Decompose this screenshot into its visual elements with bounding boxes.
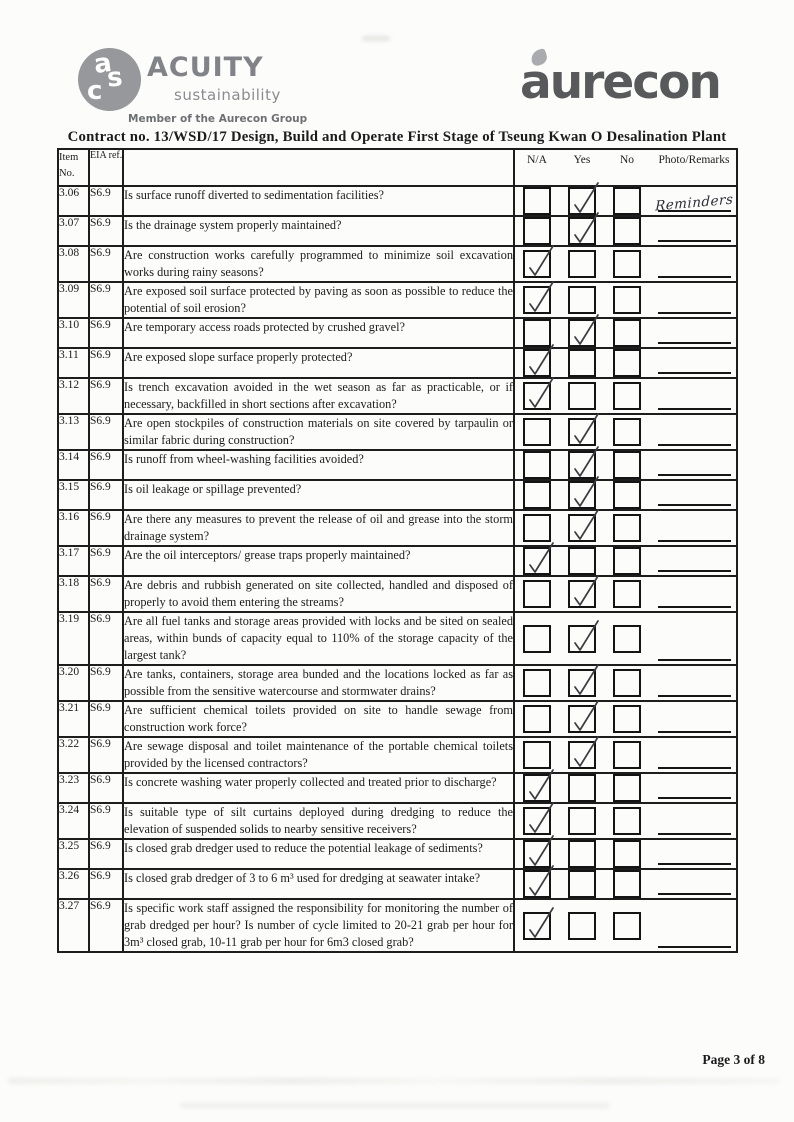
question-text: Is closed grab dredger used to reduce the potential leakage of sediments? bbox=[123, 839, 514, 869]
checkbox-na[interactable] bbox=[523, 187, 551, 215]
checkbox-yes[interactable] bbox=[568, 514, 596, 542]
table-row bbox=[58, 450, 737, 480]
table-row bbox=[58, 612, 737, 665]
question-text: Are sufficient chemical toilets provided on site to handle sewage from construction work force? bbox=[123, 701, 514, 737]
checkbox-no[interactable] bbox=[613, 418, 641, 446]
table-row bbox=[58, 216, 737, 246]
eia-ref: S6.9 bbox=[89, 701, 123, 737]
checkbox-no[interactable] bbox=[613, 349, 641, 377]
question-text: Is surface runoff diverted to sedimentation facilities? bbox=[123, 186, 514, 216]
table-row bbox=[58, 282, 737, 318]
answer-cell bbox=[514, 282, 737, 318]
tick-mark-icon bbox=[525, 538, 555, 576]
checkbox-yes[interactable] bbox=[568, 807, 596, 835]
table-row bbox=[58, 414, 737, 450]
eia-ref: S6.9 bbox=[89, 803, 123, 839]
table-row bbox=[58, 869, 737, 899]
table-row bbox=[58, 737, 737, 773]
answer-cell bbox=[514, 576, 737, 612]
page-number: Page 3 of 8 bbox=[702, 1052, 765, 1067]
checkbox-no[interactable] bbox=[613, 625, 641, 653]
tick-mark-icon bbox=[570, 660, 600, 698]
table-row bbox=[58, 318, 737, 348]
answer-cell bbox=[514, 450, 737, 480]
checkbox-no[interactable] bbox=[613, 319, 641, 347]
checkbox-yes[interactable] bbox=[568, 250, 596, 278]
table-row bbox=[58, 665, 737, 701]
answer-cell bbox=[514, 701, 737, 737]
table-row bbox=[58, 839, 737, 869]
question-text: Are tanks, containers, storage area bunded and the locations locked as far as possible from the sensitive watercourse and stormwater drains? bbox=[123, 665, 514, 701]
checkbox-yes[interactable] bbox=[568, 705, 596, 733]
table-header-row bbox=[58, 149, 737, 186]
item-no: 3.26 bbox=[58, 869, 89, 899]
checkbox-na[interactable] bbox=[523, 250, 551, 278]
checkbox-na[interactable] bbox=[523, 418, 551, 446]
remarks-blank-line[interactable] bbox=[658, 863, 731, 865]
monogram-letter-a: a bbox=[91, 47, 114, 81]
item-no: 3.13 bbox=[58, 414, 89, 450]
checkbox-no[interactable] bbox=[613, 382, 641, 410]
checkbox-na[interactable] bbox=[523, 625, 551, 653]
item-no: 3.23 bbox=[58, 773, 89, 803]
item-no: 3.18 bbox=[58, 576, 89, 612]
item-no: 3.20 bbox=[58, 665, 89, 701]
checkbox-no[interactable] bbox=[613, 807, 641, 835]
question-text: Is runoff from wheel-washing facilities avoided? bbox=[123, 450, 514, 480]
checkbox-na[interactable] bbox=[523, 870, 551, 898]
eia-ref: S6.9 bbox=[89, 348, 123, 378]
checkbox-yes[interactable] bbox=[568, 319, 596, 347]
acuity-monogram-icon bbox=[78, 48, 141, 111]
eia-ref: S6.9 bbox=[89, 414, 123, 450]
table-row bbox=[58, 546, 737, 576]
remarks-blank-line[interactable] bbox=[658, 240, 731, 242]
eia-ref: S6.9 bbox=[89, 665, 123, 701]
eia-ref: S6.9 bbox=[89, 450, 123, 480]
remarks-blank-line[interactable] bbox=[658, 342, 731, 344]
table-row bbox=[58, 803, 737, 839]
checkbox-na[interactable] bbox=[523, 912, 551, 940]
table-row bbox=[58, 378, 737, 414]
question-text: Are exposed soil surface protected by paving as soon as possible to reduce the potential of soil erosion? bbox=[123, 282, 514, 318]
table-row bbox=[58, 246, 737, 282]
table-row bbox=[58, 899, 737, 952]
checkbox-no[interactable] bbox=[613, 912, 641, 940]
tick-mark-icon bbox=[570, 571, 600, 609]
aurecon-logo bbox=[520, 48, 742, 116]
checkbox-no[interactable] bbox=[613, 840, 641, 868]
answer-cell bbox=[514, 869, 737, 899]
remarks-blank-line[interactable] bbox=[658, 731, 731, 733]
col-header-eia-ref: EIA ref. bbox=[89, 149, 123, 186]
eia-ref: S6.9 bbox=[89, 576, 123, 612]
tick-mark-icon bbox=[570, 616, 600, 654]
scan-streak bbox=[180, 1103, 610, 1108]
checkbox-no[interactable] bbox=[613, 580, 641, 608]
remarks-blank-line[interactable] bbox=[658, 606, 731, 608]
question-text: Are open stockpiles of construction materials on site covered by tarpaulin or similar fabric during construction? bbox=[123, 414, 514, 450]
item-no: 3.22 bbox=[58, 737, 89, 773]
question-text: Are sewage disposal and toilet maintenance of the portable chemical toilets provided by the licensed contractors? bbox=[123, 737, 514, 773]
col-header-na: N/A bbox=[527, 154, 547, 166]
checkbox-no[interactable] bbox=[613, 741, 641, 769]
checkbox-yes[interactable] bbox=[568, 580, 596, 608]
checkbox-no[interactable] bbox=[613, 705, 641, 733]
question-text: Are construction works carefully programmed to minimize soil excavation works during rainy seasons? bbox=[123, 246, 514, 282]
remarks-blank-line[interactable] bbox=[658, 659, 731, 661]
checkbox-no[interactable] bbox=[613, 481, 641, 509]
tick-mark-icon bbox=[525, 277, 555, 315]
remarks-blank-line[interactable] bbox=[658, 540, 731, 542]
remarks-blank-line[interactable] bbox=[658, 372, 731, 374]
eia-ref: S6.9 bbox=[89, 612, 123, 665]
remarks-blank-line[interactable] bbox=[658, 893, 731, 895]
table-row bbox=[58, 348, 737, 378]
eia-ref: S6.9 bbox=[89, 773, 123, 803]
checkbox-no[interactable] bbox=[613, 286, 641, 314]
eia-ref: S6.9 bbox=[89, 899, 123, 952]
scan-smudge bbox=[362, 36, 390, 41]
answer-cell bbox=[514, 480, 737, 510]
eia-ref: S6.9 bbox=[89, 869, 123, 899]
item-no: 3.08 bbox=[58, 246, 89, 282]
item-no: 3.12 bbox=[58, 378, 89, 414]
checkbox-yes[interactable] bbox=[568, 625, 596, 653]
tick-mark-icon bbox=[570, 732, 600, 770]
answer-cell bbox=[514, 414, 737, 450]
eia-ref: S6.9 bbox=[89, 510, 123, 546]
question-text: Are all fuel tanks and storage areas provided with locks and be sited on sealed areas, within bunds of capacity equal to 110% of the storage capacity of the largest tank? bbox=[123, 612, 514, 665]
remarks-blank-line[interactable] bbox=[658, 276, 731, 278]
remarks-blank-line[interactable] bbox=[658, 767, 731, 769]
checkbox-yes[interactable] bbox=[568, 669, 596, 697]
col-header-answers bbox=[514, 149, 737, 186]
item-no: 3.07 bbox=[58, 216, 89, 246]
table-row bbox=[58, 510, 737, 546]
item-no: 3.14 bbox=[58, 450, 89, 480]
eia-ref: S6.9 bbox=[89, 216, 123, 246]
checkbox-yes[interactable] bbox=[568, 217, 596, 245]
answer-cell bbox=[514, 546, 737, 576]
remarks-blank-line[interactable] bbox=[658, 210, 731, 212]
question-text: Are there any measures to prevent the release of oil and grease into the storm drainage system? bbox=[123, 510, 514, 546]
table-row bbox=[58, 701, 737, 737]
acuity-tagline: sustainability bbox=[174, 86, 281, 104]
tick-mark-icon bbox=[525, 903, 555, 941]
answer-cell bbox=[514, 186, 737, 216]
eia-ref: S6.9 bbox=[89, 186, 123, 216]
eia-ref: S6.9 bbox=[89, 318, 123, 348]
checkbox-na[interactable] bbox=[523, 547, 551, 575]
handwritten-remark: Reminders bbox=[655, 191, 734, 215]
tick-mark-icon bbox=[570, 208, 600, 246]
answer-cell bbox=[514, 378, 737, 414]
item-no: 3.10 bbox=[58, 318, 89, 348]
checkbox-no[interactable] bbox=[613, 187, 641, 215]
checkbox-no[interactable] bbox=[613, 870, 641, 898]
col-header-no: No bbox=[619, 154, 635, 166]
col-header-question bbox=[123, 149, 514, 186]
acuity-member-line: Member of the Aurecon Group bbox=[128, 113, 308, 125]
checkbox-no[interactable] bbox=[613, 669, 641, 697]
col-header-photo-remarks: Photo/Remarks bbox=[658, 154, 730, 166]
tick-mark-icon bbox=[570, 310, 600, 348]
eia-ref: S6.9 bbox=[89, 282, 123, 318]
question-text: Is the drainage system properly maintained? bbox=[123, 216, 514, 246]
table-row bbox=[58, 576, 737, 612]
tick-mark-icon bbox=[525, 373, 555, 411]
question-text: Are exposed slope surface properly protected? bbox=[123, 348, 514, 378]
checkbox-no[interactable] bbox=[613, 774, 641, 802]
checkbox-no[interactable] bbox=[613, 217, 641, 245]
checkbox-no[interactable] bbox=[613, 547, 641, 575]
item-no: 3.17 bbox=[58, 546, 89, 576]
checkbox-na[interactable] bbox=[523, 286, 551, 314]
eia-ref: S6.9 bbox=[89, 839, 123, 869]
checkbox-na[interactable] bbox=[523, 705, 551, 733]
question-text: Is trench excavation avoided in the wet season as far as practicable, or if necessary, backfilled in short sections after excavation? bbox=[123, 378, 514, 414]
checkbox-no[interactable] bbox=[613, 250, 641, 278]
checkbox-na[interactable] bbox=[523, 580, 551, 608]
scan-streak bbox=[8, 1078, 780, 1084]
table-row bbox=[58, 480, 737, 510]
item-no: 3.16 bbox=[58, 510, 89, 546]
checkbox-yes[interactable] bbox=[568, 840, 596, 868]
checkbox-yes[interactable] bbox=[568, 774, 596, 802]
item-no: 3.06 bbox=[58, 186, 89, 216]
remarks-blank-line[interactable] bbox=[658, 312, 731, 314]
item-no: 3.09 bbox=[58, 282, 89, 318]
col-header-yes: Yes bbox=[573, 154, 591, 166]
tick-mark-icon bbox=[570, 696, 600, 734]
tick-mark-icon bbox=[525, 241, 555, 279]
remarks-blank-line[interactable] bbox=[658, 444, 731, 446]
item-no: 3.25 bbox=[58, 839, 89, 869]
tick-mark-icon bbox=[525, 861, 555, 899]
checkbox-yes[interactable] bbox=[568, 741, 596, 769]
remarks-blank-line[interactable] bbox=[658, 695, 731, 697]
answer-cell bbox=[514, 899, 737, 952]
remarks-blank-line[interactable] bbox=[658, 474, 731, 476]
item-no: 3.11 bbox=[58, 348, 89, 378]
checkbox-na[interactable] bbox=[523, 669, 551, 697]
checklist-table bbox=[57, 148, 738, 953]
acuity-logo bbox=[70, 44, 330, 128]
checkbox-na[interactable] bbox=[523, 451, 551, 479]
eia-ref: S6.9 bbox=[89, 737, 123, 773]
checkbox-yes[interactable] bbox=[568, 912, 596, 940]
checkbox-yes[interactable] bbox=[568, 349, 596, 377]
remarks-blank-line[interactable] bbox=[658, 946, 731, 948]
monogram-letter-s: s bbox=[105, 62, 124, 94]
col-header-item-no: Item No. bbox=[58, 149, 89, 186]
tick-mark-icon bbox=[570, 505, 600, 543]
monogram-letter-c: c bbox=[87, 76, 103, 106]
checkbox-na[interactable] bbox=[523, 382, 551, 410]
remarks-blank-line[interactable] bbox=[658, 833, 731, 835]
question-text: Are temporary access roads protected by crushed gravel? bbox=[123, 318, 514, 348]
remarks-blank-line[interactable] bbox=[658, 570, 731, 572]
remarks-blank-line[interactable] bbox=[658, 408, 731, 410]
item-no: 3.21 bbox=[58, 701, 89, 737]
item-no: 3.27 bbox=[58, 899, 89, 952]
checkbox-yes[interactable] bbox=[568, 382, 596, 410]
eia-ref: S6.9 bbox=[89, 480, 123, 510]
checkbox-no[interactable] bbox=[613, 514, 641, 542]
question-text: Are debris and rubbish generated on site collected, handled and disposed of properly to avoid them entering the streams? bbox=[123, 576, 514, 612]
question-text: Is concrete washing water properly collected and treated prior to discharge? bbox=[123, 773, 514, 803]
aurecon-wordmark: aurecon bbox=[520, 55, 720, 110]
item-no: 3.24 bbox=[58, 803, 89, 839]
question-text: Are the oil interceptors/ grease traps properly maintained? bbox=[123, 546, 514, 576]
remarks-blank-line[interactable] bbox=[658, 797, 731, 799]
table-row bbox=[58, 186, 737, 216]
answer-cell bbox=[514, 665, 737, 701]
eia-ref: S6.9 bbox=[89, 378, 123, 414]
remarks-blank-line[interactable] bbox=[658, 504, 731, 506]
document-title: Contract no. 13/WSD/17 Design, Build and Operate First Stage of Tseung Kwan O Desalination Plant bbox=[67, 129, 727, 145]
question-text: Is suitable type of silt curtains deployed during dredging to reduce the elevation of suspended solids to nearby sensitive receivers? bbox=[123, 803, 514, 839]
eia-ref: S6.9 bbox=[89, 546, 123, 576]
item-no: 3.19 bbox=[58, 612, 89, 665]
checkbox-no[interactable] bbox=[613, 451, 641, 479]
acuity-wordmark: ACUITY bbox=[147, 52, 264, 83]
question-text: Is closed grab dredger of 3 to 6 m³ used for dredging at seawater intake? bbox=[123, 869, 514, 899]
eia-ref: S6.9 bbox=[89, 246, 123, 282]
table-row bbox=[58, 773, 737, 803]
checkbox-na[interactable] bbox=[523, 481, 551, 509]
checkbox-yes[interactable] bbox=[568, 870, 596, 898]
question-text: Is specific work staff assigned the responsibility for monitoring the number of grab dredged per hour? Is number of cycle limited to 20-21 grab per hour for 3m³ closed grab, 10-11 grab per hour for 6m3 closed grab? bbox=[123, 899, 514, 952]
item-no: 3.15 bbox=[58, 480, 89, 510]
answer-cell bbox=[514, 612, 737, 665]
question-text: Is oil leakage or spillage prevented? bbox=[123, 480, 514, 510]
